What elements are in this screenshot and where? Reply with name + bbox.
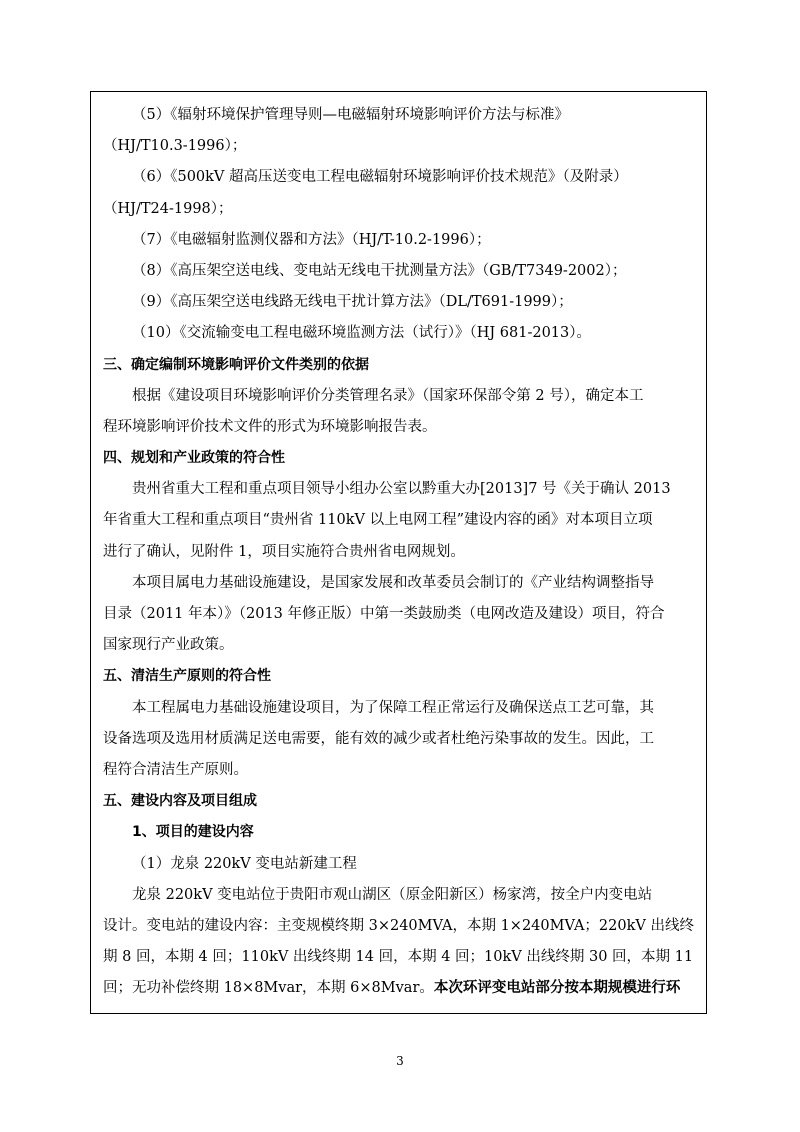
section-heading: 三、确定编制环境影响评价文件类别的依据 bbox=[103, 356, 369, 373]
text-segment: 回；无功补偿终期 18×8Mvar，本期 6×8Mvar。 bbox=[103, 980, 434, 997]
text-line: 设备选项及选用材质满足送电需要，能有效的减少或者杜绝污染事故的发生。因此，工 bbox=[103, 730, 654, 747]
section-heading: 五、清洁生产原则的符合性 bbox=[103, 668, 271, 685]
text-line: 贵州省重大工程和重点项目领导小组办公室以黔重大办[2013]7 号《关于确认 2013 bbox=[132, 481, 671, 498]
text-line: （9）《高压架空送电线路无线电干扰计算方法》（DL/T691-1999）； bbox=[132, 294, 573, 311]
text-line: 进行了确认，见附件 1，项目实施符合贵州省电网规划。 bbox=[103, 543, 465, 560]
text-line: 目录（2011 年本）》（2013 年修正版）中第一类鼓励类（电网改造及建设）项目，符合 bbox=[103, 606, 665, 622]
text-line: 本项目属电力基础设施建设，是国家发展和改革委员会制订的《产业结构调整指导 bbox=[132, 574, 654, 591]
bold-text-segment: 本次环评变电站部分按本期规模进行环 bbox=[433, 980, 681, 997]
text-line: 期 8 回，本期 4 回；110kV 出线终期 14 回，本期 4 回；10kV 出线终期 30 回，本期 11 bbox=[103, 949, 694, 966]
text-line: 程环境影响评价技术文件的形式为环境影响报告表。 bbox=[103, 418, 437, 435]
content-frame bbox=[90, 91, 707, 1014]
subsection-heading: 1、项目的建设内容 bbox=[132, 824, 254, 841]
text-line: （5）《辐射环境保护管理导则—电磁辐射环境影响评价方法与标准》 bbox=[132, 107, 569, 123]
section-heading: 五、建设内容及项目组成 bbox=[103, 793, 257, 810]
text-line: 年省重大工程和重点项目“贵州省 110kV 以上电网工程”建设内容的函》对本项目立项 bbox=[103, 512, 653, 529]
text-line: 程符合清洁生产原则。 bbox=[103, 761, 248, 778]
text-line: （8）《高压架空送电线、变电站无线电干扰测量方法》（GB/T7349-2002）； bbox=[132, 262, 627, 279]
text-line: 设计。变电站的建设内容：主变规模终期 3×240MVA，本期 1×240MVA；220kV 出线终 bbox=[103, 917, 694, 934]
text-line: 龙泉 220kV 变电站位于贵阳市观山湖区（原金阳新区）杨家湾，按全户内变电站 bbox=[132, 886, 653, 903]
text-line: （10）《交流输变电工程电磁环境监测方法（试行）》（HJ 681-2013）。 bbox=[132, 325, 591, 342]
text-line: （6）《500kV 超高压送变电工程电磁辐射环境影响评价技术规范》（及附录） bbox=[132, 169, 628, 186]
text-line: （HJ/T24-1998）； bbox=[103, 200, 233, 217]
text-line: （7）《电磁辐射监测仪器和方法》（HJ/T-10.2-1996）； bbox=[132, 231, 491, 248]
page-number: 3 bbox=[396, 1054, 404, 1068]
section-heading: 四、规划和产业政策的符合性 bbox=[103, 450, 285, 467]
text-line: （HJ/T10.3-1996）； bbox=[103, 138, 247, 155]
text-line: 本工程属电力基础设施建设项目，为了保障工程正常运行及确保送点工艺可靠，其 bbox=[132, 699, 654, 716]
text-line bbox=[103, 973, 698, 1004]
text-line: 根据《建设项目环境影响评价分类管理名录》（国家环保部令第 2 号），确定本工 bbox=[132, 387, 644, 404]
text-line: 国家现行产业政策。 bbox=[103, 637, 234, 654]
text-line: （1）龙泉 220kV 变电站新建工程 bbox=[132, 855, 357, 872]
document-body bbox=[103, 100, 698, 1004]
